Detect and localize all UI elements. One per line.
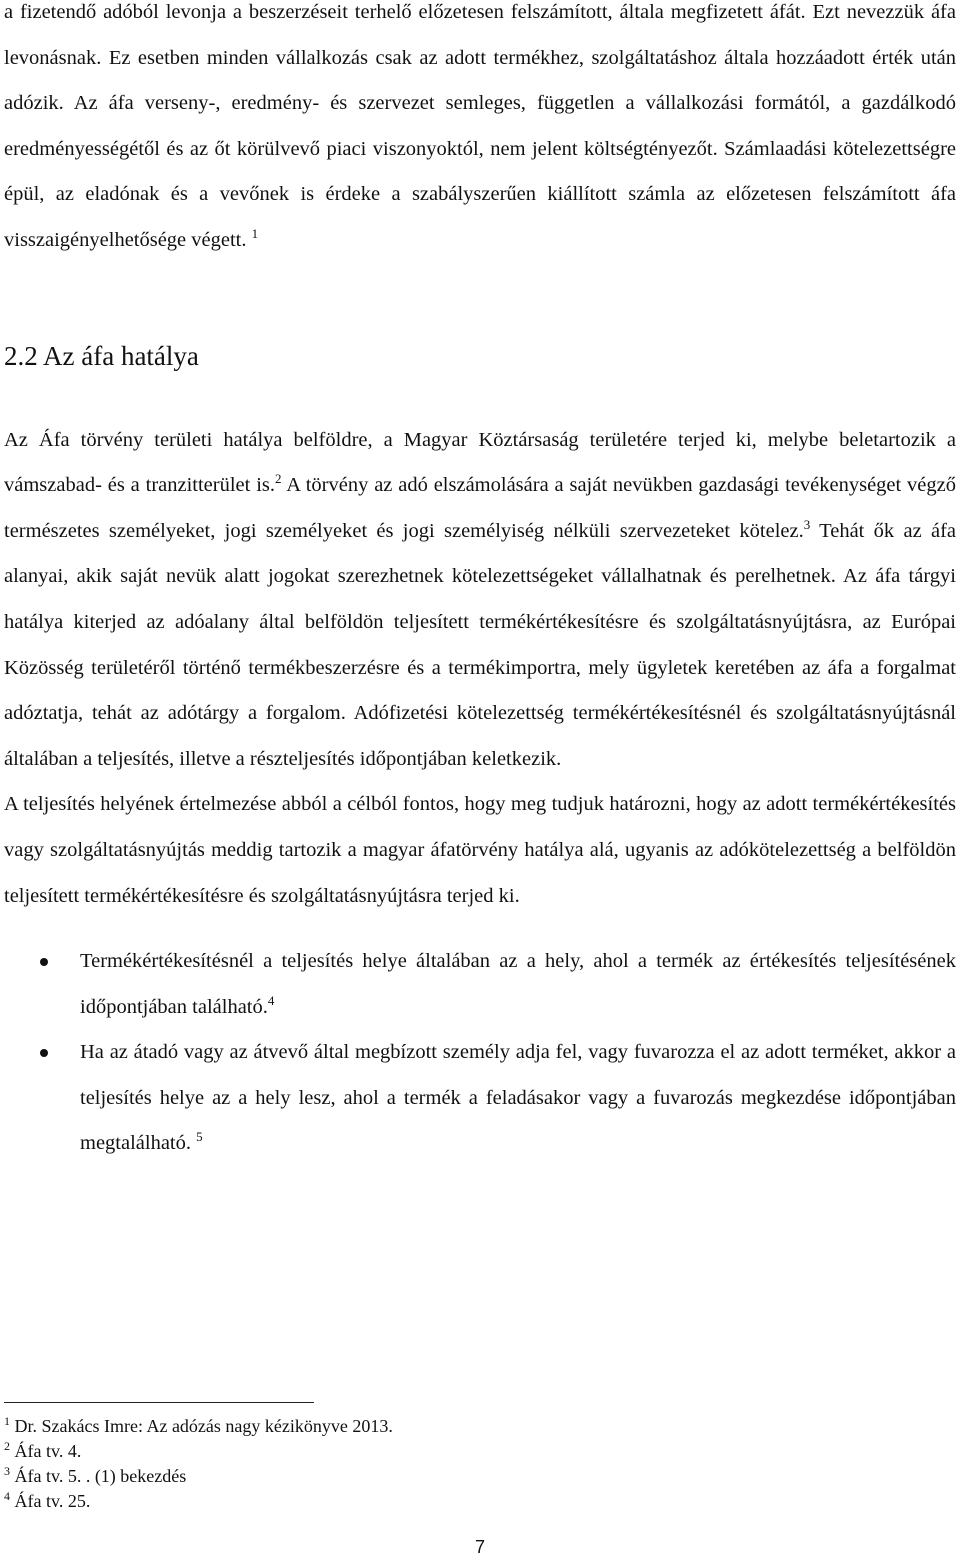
list-item xyxy=(4,939,956,1030)
bullet-list xyxy=(4,939,956,1167)
footnote-text: Dr. Szakács Imre: Az adózás nagy kézikönyve 2013. xyxy=(14,1416,393,1436)
paragraph-vat-scope xyxy=(4,418,956,783)
paragraph-text-part1: Az Áfa törvény területi hatálya belföldre, a Magyar Köztársaság területére terjed ki, melybe beletartozik a vámszabad- és a tranzitterület is. xyxy=(4,428,956,497)
footnote-number: 4 xyxy=(4,1489,10,1503)
footnote-text: Áfa tv. 25. xyxy=(14,1491,91,1511)
footnote-ref-3[interactable]: 3 xyxy=(803,516,811,532)
footnote-separator xyxy=(4,1402,314,1403)
footnote-item xyxy=(4,1464,393,1489)
footnote-text: Áfa tv. 4. xyxy=(14,1441,82,1461)
paragraph-text-part2: A törvény az adó elszámolására a saját nevükben gazdasági tevékenységet végző természetes személyeket, jogi személyeket és jogi személyiség nélküli szervezeteket kötelez. xyxy=(4,474,957,542)
paragraph-vat-deduction xyxy=(4,0,956,264)
list-item xyxy=(4,1030,956,1167)
footnote-text: Áfa tv. 5. . (1) bekezdés xyxy=(14,1466,187,1486)
list-item-text: Ha az átadó vagy az átvevő által megbízott személy adja fel, vagy fuvarozza el az adott terméket, akkor a teljesítés helye az a hely lesz, ahol a termék a feladásakor vagy a fuvarozás megkezdése időpontjában megtalálható. xyxy=(80,1041,956,1155)
footnote-item xyxy=(4,1414,393,1439)
list-item-text: Termékértékesítésnél a teljesítés helye általában az a hely, ahol a termék az értékesítés teljesítésének időpontjában található. xyxy=(80,950,956,1018)
page-number: 7 xyxy=(474,1537,485,1557)
bullet-icon xyxy=(40,958,48,966)
paragraph-text-part3: Tehát ők az áfa alanyai, akik saját nevük alatt jogokat szerezhetnek kötelezettségeket vállalhatnak és perelhetnek. Az áfa tárgyi hatálya kiterjed az adóalany által belföldön teljesített termékértékesítésre és szolgáltatásnyújtásra, az Európai Közösség területéről történő termékbeszerzésre és a termékimportra, mely ügyletek keretében az áfa a forgalmat adóztatja, tehát az adótárgy a forgalom. Adófizetési kötelezettség termékértékesítésnél és szolgáltatásnyújtásnál általában a teljesítés, illetve a részteljesítés időpontjában keletkezik. xyxy=(4,519,956,770)
footnotes xyxy=(4,1414,393,1514)
paragraph-text: a fizetendő adóból levonja a beszerzéseit terhelő előzetesen felszámított, általa megfizetett áfát. Ezt nevezzük áfa levonásnak. Ez esetben minden vállalkozás csak az adott termékhez, szolgáltatáshoz általa hozzáadott érték után adózik. Az áfa verseny-, eredmény- és szervezet semleges, független a vállalkozási formától, a gazdálkodó eredményességétől és az őt körülvevő piaci viszonyoktól, nem jelent költségtényezőt. Számlaadási kötelezettségre épül, az eladónak és a vevőnek is érdeke a szabályszerűen kiállított számla az előzetesen felszámított áfa visszaigényelhetősége végett. xyxy=(4,1,956,251)
footnote-item xyxy=(4,1489,393,1514)
section-heading: 2.2 Az áfa hatálya xyxy=(4,340,199,371)
footnote-ref-4[interactable]: 4 xyxy=(267,992,275,1008)
footnote-ref-2[interactable]: 2 xyxy=(275,471,282,487)
footnote-ref-5[interactable]: 5 xyxy=(196,1129,203,1145)
footnote-number: 3 xyxy=(4,1464,10,1478)
footnote-number: 2 xyxy=(4,1439,10,1453)
document-page xyxy=(4,0,956,1167)
paragraph-place-of-supply: A teljesítés helyének értelmezése abból a célból fontos, hogy meg tudjuk határozni, hogy az adott termékértékesítés vagy szolgáltatásnyújtás meddig tartozik a magyar áfatörvény hatálya alá, ugyanis az adókötelezettség a belföldön teljesített termékértékesítésre és szolgáltatásnyújtásra terjed ki. xyxy=(4,793,956,907)
bullet-icon xyxy=(40,1049,48,1057)
footnote-number: 1 xyxy=(4,1414,10,1428)
footnote-ref-1[interactable]: 1 xyxy=(251,226,259,242)
footnote-item xyxy=(4,1439,393,1464)
